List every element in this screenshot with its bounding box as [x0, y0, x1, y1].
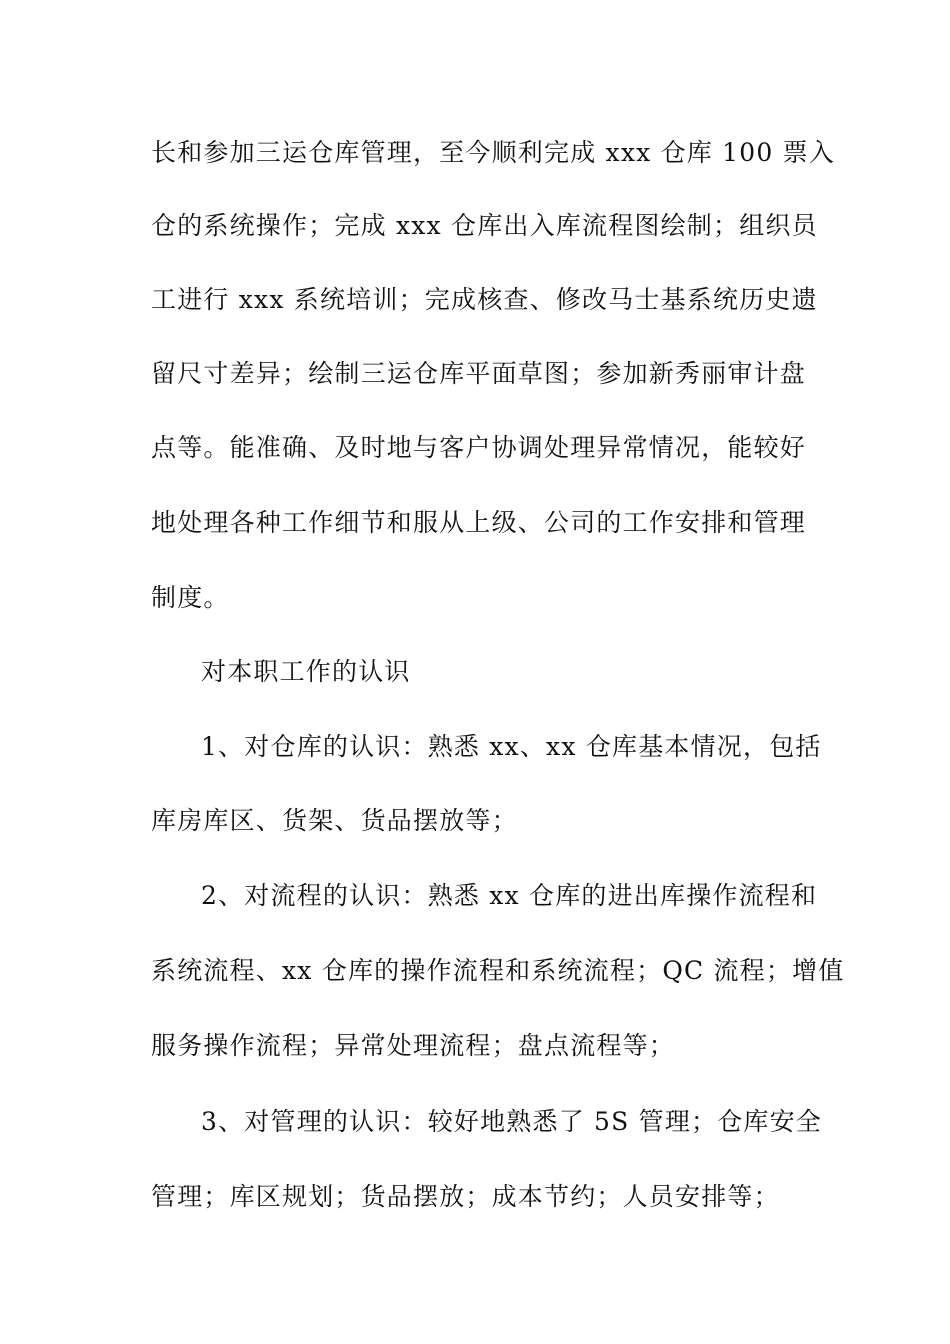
body-text-line: 地处理各种工作细节和服从上级、公司的工作安排和管理	[151, 508, 807, 537]
body-text-line: 点等。能准确、及时地与客户协调处理异常情况，能较好	[151, 433, 807, 462]
list-item-1-line-2: 库房库区、货架、货品摆放等；	[151, 806, 518, 835]
body-text-line: 工进行 xxx 系统培训；完成核查、修改马士基系统历史遗	[151, 285, 818, 314]
list-item-2-line-1: 2、对流程的认识：熟悉 xx 仓库的进出库操作流程和	[201, 881, 818, 910]
body-text-line: 留尺寸差异；绘制三运仓库平面草图；参加新秀丽审计盘	[151, 359, 807, 388]
body-text-line: 长和参加三运仓库管理，至今顺利完成 xxx 仓库 100 票入	[151, 138, 836, 167]
list-item-3-line-2: 管理；库区规划；货品摆放；成本节约；人员安排等；	[151, 1182, 780, 1211]
section-heading: 对本职工作的认识	[201, 657, 411, 686]
list-item-3-line-1: 3、对管理的认识：较好地熟悉了 5S 管理；仓库安全	[201, 1107, 823, 1136]
list-item-2-line-3: 服务操作流程；异常处理流程；盘点流程等；	[151, 1031, 676, 1060]
list-item-1-line-1: 1、对仓库的认识：熟悉 xx、xx 仓库基本情况，包括	[201, 732, 822, 761]
body-text-line: 制度。	[151, 583, 230, 612]
body-text-line: 仓的系统操作；完成 xxx 仓库出入库流程图绘制；组织员	[151, 211, 818, 240]
list-item-2-line-2: 系统流程、xx 仓库的操作流程和系统流程；QC 流程；增值	[151, 956, 845, 985]
